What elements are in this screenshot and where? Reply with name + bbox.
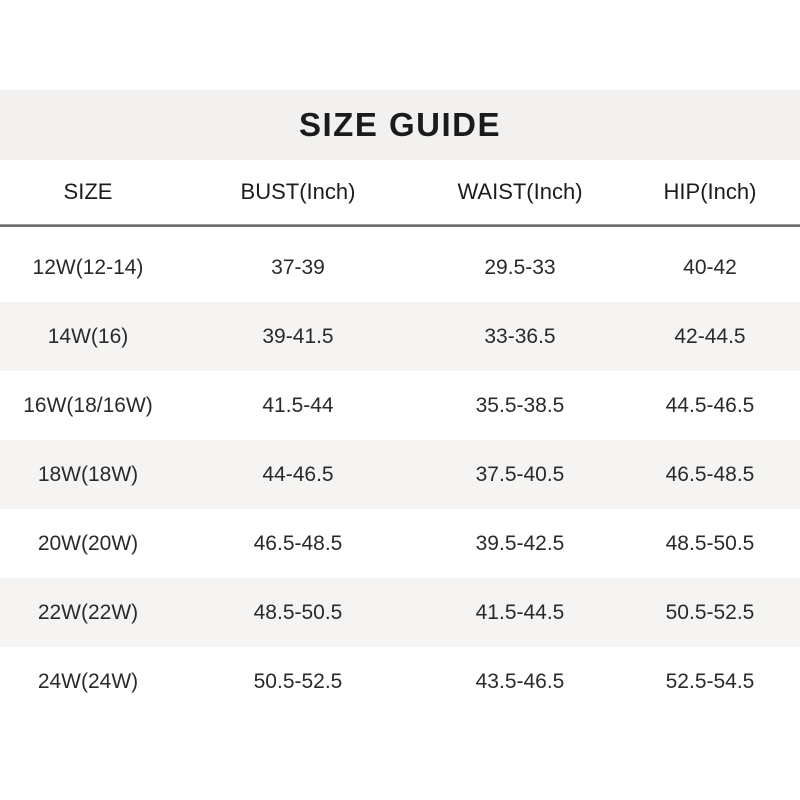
measurement-cell: 40-42 [683, 255, 737, 279]
measurement-cell: 39.5-42.5 [475, 531, 565, 555]
measurement-cell: 46.5-48.5 [253, 531, 343, 555]
size-guide-table [0, 160, 800, 716]
measurement-cell: 39-41.5 [262, 324, 334, 348]
measurement-cell: 44.5-46.5 [665, 393, 755, 417]
column-header: HIP(Inch) [663, 179, 757, 204]
measurement-cell: 43.5-46.5 [475, 669, 565, 693]
measurement-cell: 29.5-33 [484, 255, 556, 279]
measurement-cell: 50.5-52.5 [253, 669, 343, 693]
title-band [0, 90, 800, 160]
size-cell: 12W(12-14) [32, 255, 144, 279]
measurement-cell: 41.5-44 [262, 393, 334, 417]
measurement-cell: 37-39 [271, 255, 325, 279]
measurement-cell: 50.5-52.5 [665, 600, 755, 624]
size-cell: 14W(16) [47, 324, 129, 348]
measurement-cell: 37.5-40.5 [475, 462, 565, 486]
size-cell: 16W(18/16W) [23, 393, 153, 417]
measurement-cell: 41.5-44.5 [475, 600, 565, 624]
table-row [0, 578, 800, 647]
table-header-row [0, 160, 800, 224]
column-header: SIZE [63, 179, 113, 204]
table-row [0, 233, 800, 302]
measurement-cell: 35.5-38.5 [475, 393, 565, 417]
column-header: WAIST(Inch) [457, 179, 583, 204]
column-header: BUST(Inch) [240, 179, 356, 204]
table-row [0, 647, 800, 716]
size-cell: 20W(20W) [37, 531, 139, 555]
size-cell: 22W(22W) [37, 600, 139, 624]
table-row [0, 440, 800, 509]
size-cell: 18W(18W) [37, 462, 139, 486]
measurement-cell: 44-46.5 [262, 462, 334, 486]
size-cell: 24W(24W) [37, 669, 139, 693]
table-row [0, 509, 800, 578]
page-title: SIZE GUIDE [298, 106, 502, 143]
table-row [0, 302, 800, 371]
table-body [0, 227, 800, 716]
measurement-cell: 42-44.5 [674, 324, 746, 348]
measurement-cell: 52.5-54.5 [665, 669, 755, 693]
measurement-cell: 33-36.5 [484, 324, 556, 348]
table-row [0, 371, 800, 440]
measurement-cell: 48.5-50.5 [665, 531, 755, 555]
measurement-cell: 48.5-50.5 [253, 600, 343, 624]
measurement-cell: 46.5-48.5 [665, 462, 755, 486]
